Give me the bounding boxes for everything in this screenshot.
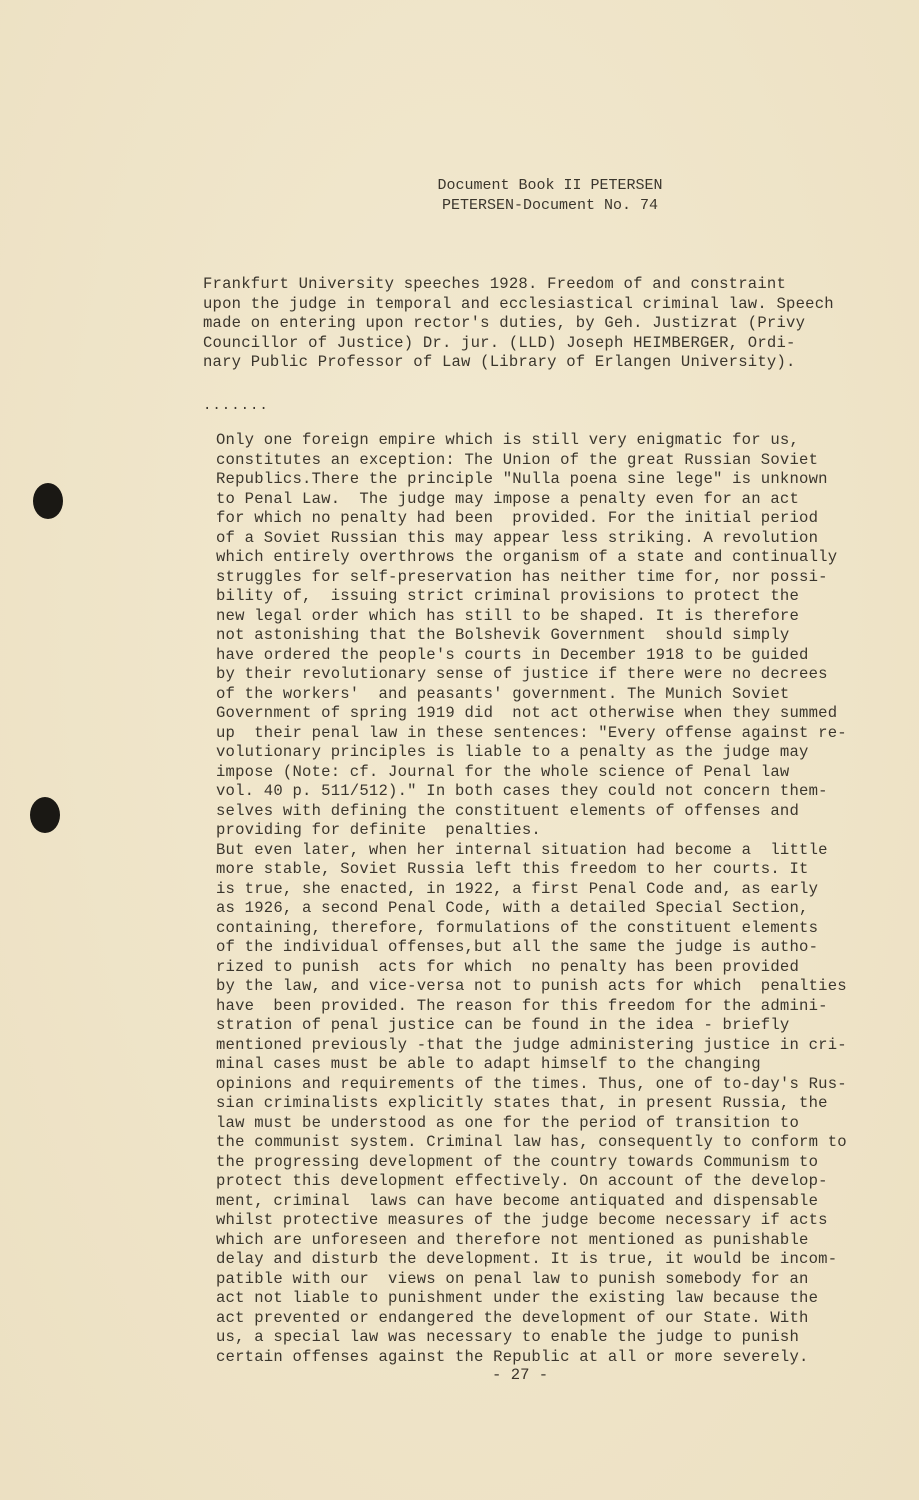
- text-line: us, a special law was necessary to enable the judge to punish: [216, 1328, 800, 1346]
- text-line: Councillor of Justice) Dr. jur. (LLD) Joseph HEIMBERGER, Ordi-: [203, 333, 796, 352]
- text-line: patible with our views on penal law to punish somebody for an: [216, 1269, 809, 1288]
- text-line: containing, therefore, formulations of the constituent elements: [216, 918, 819, 937]
- text-line: have been provided. The reason for this freedom for the admini-: [216, 996, 828, 1015]
- text-line: providing for definite penalties.: [216, 821, 541, 839]
- punch-hole: [30, 797, 60, 833]
- text-line: which are unforeseen and therefore not mentioned as punishable: [216, 1230, 809, 1249]
- source-citation: [203, 275, 834, 373]
- text-line: sian criminalists explicitly states that, in present Russia, the: [216, 1094, 828, 1112]
- text-line: not astonishing that the Bolshevik Government should simply: [216, 626, 790, 644]
- text-line: new legal order which has still to be shaped. It is therefore: [216, 606, 800, 625]
- text-line: mentioned previously -that the judge administering justice in cri-: [216, 1035, 847, 1054]
- text-line: by the law, and vice-versa not to punish acts for which penalties: [216, 977, 847, 995]
- text-line: the progressing development of the country towards Communism to: [216, 1152, 819, 1171]
- text-line: Only one foreign empire which is still very enigmatic for us,: [216, 431, 800, 449]
- separator-dots: .......: [203, 398, 269, 414]
- text-line: is true, she enacted, in 1922, a first Penal Code and, as early: [216, 879, 819, 898]
- text-line: But even later, when her internal situation had become a little: [216, 840, 828, 859]
- text-line: nary Public Professor of Law (Library of Erlangen University).: [203, 353, 796, 371]
- text-line: vol. 40 p. 511/512)." In both cases they could not concern them-: [216, 782, 828, 800]
- text-line: which entirely overthrows the organism of a state and continually: [216, 548, 838, 566]
- text-line: have ordered the people's courts in December 1918 to be guided: [216, 645, 809, 664]
- text-line: of the individual offenses,but all the same the judge is autho-: [216, 938, 819, 956]
- text-line: minal cases must be able to adapt himself to the changing: [216, 1055, 761, 1073]
- text-line: bility of, issuing strict criminal provisions to protect the: [216, 587, 800, 605]
- text-line: up their penal law in these sentences: "Every offense against re-: [216, 723, 847, 742]
- text-line: made on entering upon rector's duties, by Geh. Justizrat (Privy: [203, 314, 806, 332]
- text-line: of a Soviet Russian this may appear less striking. A revolution: [216, 528, 819, 547]
- header-line-2: PETERSEN-Document No. 74: [441, 197, 659, 214]
- text-line: to Penal Law. The judge may impose a penalty even for an act: [216, 489, 800, 508]
- text-line: constitutes an exception: The Union of the great Russian Soviet: [216, 450, 819, 469]
- text-line: act prevented or endangered the development of our State. With: [216, 1308, 809, 1327]
- text-line: certain offenses against the Republic at all or more severely.: [216, 1347, 809, 1366]
- text-line: for which no penalty had been provided. For the initial period: [216, 509, 819, 527]
- text-line: rized to punish acts for which no penalty has been provided: [216, 957, 800, 976]
- punch-hole: [33, 483, 63, 519]
- text-line: more stable, Soviet Russia left this freedom to her courts. It: [216, 860, 809, 878]
- text-line: the communist system. Criminal law has, consequently to conform to: [216, 1133, 847, 1151]
- text-line: volutionary principles is liable to a penalty as the judge may: [216, 743, 809, 761]
- text-line: by their revolutionary sense of justice if there were no decrees: [216, 665, 828, 683]
- text-line: upon the judge in temporal and ecclesiastical criminal law. Speech: [203, 294, 834, 313]
- document-header: [400, 176, 700, 216]
- body-text: [216, 431, 847, 1367]
- text-line: whilst protective measures of the judge become necessary if acts: [216, 1211, 828, 1229]
- text-line: struggles for self-preservation has neither time for, nor possi-: [216, 567, 828, 586]
- text-line: protect this development effectively. On account of the develop-: [216, 1172, 828, 1190]
- page-number: - 27 -: [492, 1366, 549, 1384]
- text-line: stration of penal justice can be found in the idea - briefly: [216, 1016, 790, 1034]
- text-line: selves with defining the constituent elements of offenses and: [216, 801, 800, 820]
- text-line: delay and disturb the development. It is true, it would be incom-: [216, 1250, 838, 1268]
- text-line: act not liable to punishment under the existing law because the: [216, 1289, 819, 1307]
- text-line: ment, criminal laws can have become antiquated and dispensable: [216, 1191, 819, 1210]
- text-line: impose (Note: cf. Journal for the whole science of Penal law: [216, 762, 790, 781]
- text-line: opinions and requirements of the times. Thus, one of to-day's Rus-: [216, 1074, 847, 1093]
- text-line: of the workers' and peasants' government. The Munich Soviet: [216, 684, 790, 703]
- text-line: Republics.There the principle "Nulla poena sine lege" is unknown: [216, 470, 828, 488]
- text-line: Frankfurt University speeches 1928. Freedom of and constraint: [203, 275, 787, 293]
- text-line: as 1926, a second Penal Code, with a detailed Special Section,: [216, 899, 809, 917]
- text-line: law must be understood as one for the period of transition to: [216, 1113, 800, 1132]
- text-line: Government of spring 1919 did not act otherwise when they summed: [216, 704, 838, 722]
- header-line-1: Document Book II PETERSEN: [437, 177, 663, 194]
